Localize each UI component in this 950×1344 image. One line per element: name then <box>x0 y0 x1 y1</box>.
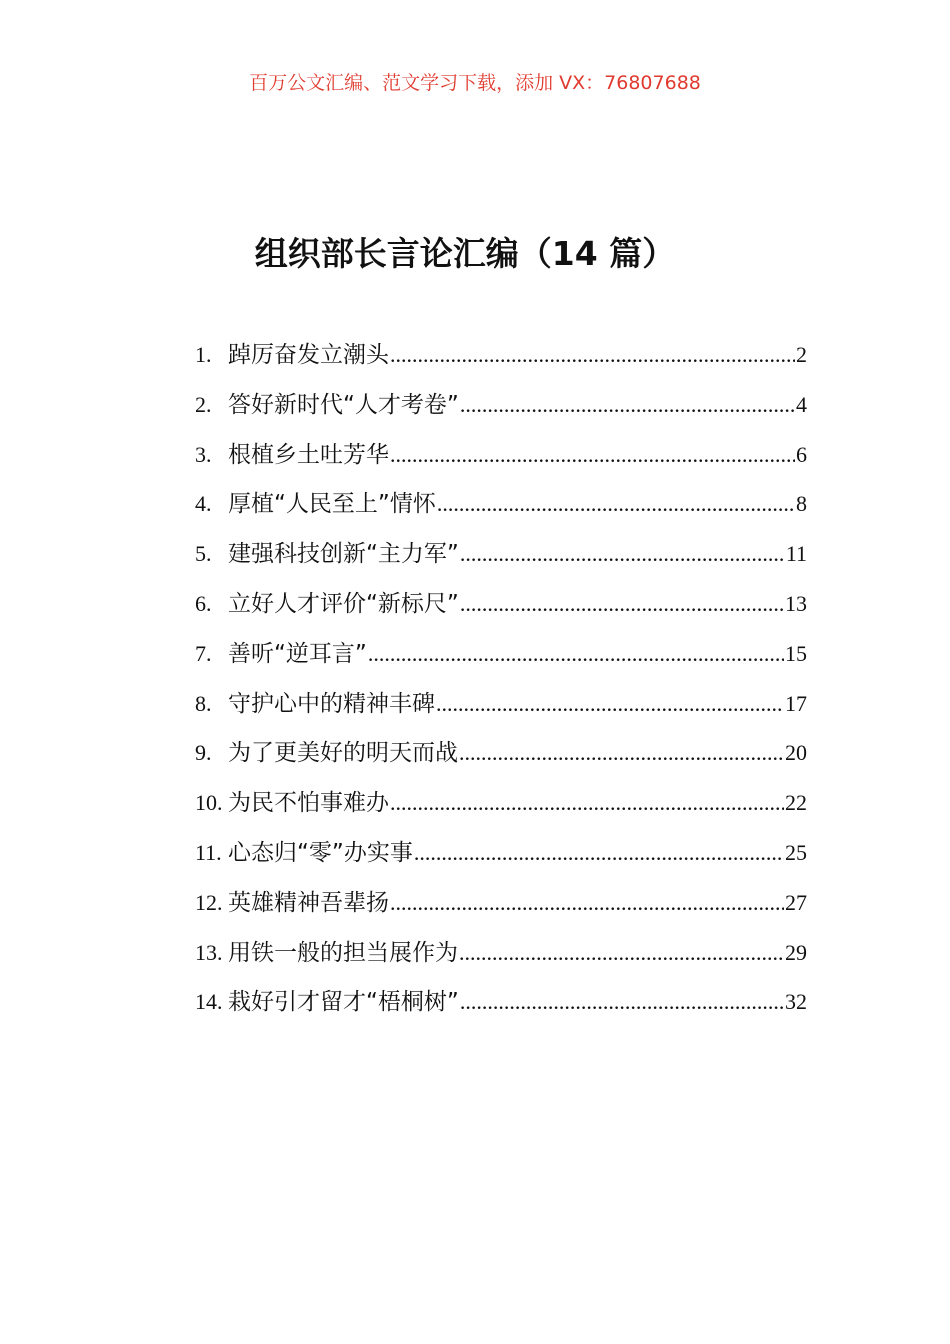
toc-entry-number: 2. <box>195 391 212 417</box>
toc-dot-leader <box>459 940 784 966</box>
toc-entry-title: 踔厉奋发立潮头 <box>228 342 389 368</box>
toc-entry-title: 心态归“零”办实事 <box>228 839 413 866</box>
toc-entry[interactable] <box>195 734 807 784</box>
toc-entry-number: 9. <box>195 740 212 766</box>
toc-entry[interactable] <box>195 834 807 884</box>
toc-dot-leader <box>437 491 795 517</box>
table-of-contents <box>195 336 807 1033</box>
toc-entry-title: 厚植“人民至上”情怀 <box>228 491 436 518</box>
toc-entry[interactable] <box>195 934 807 984</box>
toc-entry-page: 15 <box>785 640 807 666</box>
toc-entry-number: 14. <box>195 989 223 1015</box>
toc-entry-page: 4 <box>796 391 807 417</box>
toc-entry[interactable] <box>195 784 807 834</box>
toc-entry-title: 根植乡土吐芳华 <box>228 441 389 468</box>
toc-entry-title: 英雄精神吾辈扬 <box>228 889 389 916</box>
toc-entry[interactable] <box>195 685 807 735</box>
toc-entry-title: 答好新时代“人才考卷” <box>228 391 459 418</box>
toc-entry[interactable] <box>195 635 807 685</box>
toc-entry-title: 守护心中的精神丰碑 <box>228 690 435 717</box>
toc-entry-page: 13 <box>785 590 807 616</box>
toc-dot-leader <box>414 840 784 866</box>
toc-entry-title: 建强科技创新“主力军” <box>228 541 459 568</box>
toc-entry-title: 善听“逆耳言” <box>228 640 367 667</box>
toc-entry-number: 8. <box>195 690 212 716</box>
toc-entry-page: 29 <box>785 939 807 965</box>
toc-entry-number: 1. <box>195 342 212 367</box>
toc-entry-page: 22 <box>785 790 807 816</box>
toc-entry-page: 32 <box>785 989 807 1015</box>
toc-entry-page: 6 <box>796 441 807 467</box>
toc-entry[interactable] <box>195 535 807 585</box>
toc-dot-leader <box>460 392 795 418</box>
toc-dot-leader <box>436 691 784 717</box>
toc-entry-page: 20 <box>785 740 807 766</box>
toc-dot-leader <box>459 740 784 766</box>
toc-entry-number: 7. <box>195 640 212 666</box>
toc-entry-title: 栽好引才留才“梧桐树” <box>228 989 459 1016</box>
toc-dot-leader <box>390 442 795 468</box>
toc-entry-number: 4. <box>195 491 212 517</box>
toc-dot-leader <box>368 641 784 667</box>
toc-entry[interactable] <box>195 585 807 635</box>
toc-entry-number: 6. <box>195 590 212 616</box>
toc-entry[interactable] <box>195 485 807 535</box>
toc-entry-page: 8 <box>796 491 807 517</box>
toc-entry-number: 10. <box>195 790 223 816</box>
toc-entry-number: 12. <box>195 889 223 915</box>
toc-entry-number: 13. <box>195 939 223 965</box>
header-banner: 百万公文汇编、范文学习下载，添加 VX：76807688 <box>249 72 701 94</box>
toc-entry-page: 2 <box>796 342 807 367</box>
toc-entry-page: 17 <box>785 690 807 716</box>
toc-entry-title: 为民不怕事难办 <box>228 790 389 817</box>
document-title: 组织部长言论汇编（14 篇） <box>254 234 676 273</box>
toc-entry-number: 11. <box>195 839 222 865</box>
toc-entry-page: 27 <box>785 889 807 915</box>
toc-entry[interactable] <box>195 436 807 486</box>
toc-entry-title: 为了更美好的明天而战 <box>228 740 458 767</box>
toc-entry-page: 11 <box>785 541 807 567</box>
toc-entry-page: 25 <box>785 839 807 865</box>
toc-entry-title: 立好人才评价“新标尺” <box>228 590 459 617</box>
toc-entry[interactable] <box>195 386 807 436</box>
toc-dot-leader <box>460 541 785 567</box>
toc-dot-leader <box>390 890 784 916</box>
toc-entry-title: 用铁一般的担当展作为 <box>228 939 458 966</box>
toc-dot-leader <box>390 342 795 368</box>
toc-entry-number: 3. <box>195 441 212 467</box>
toc-entry-number: 5. <box>195 541 212 567</box>
toc-entry[interactable] <box>195 884 807 934</box>
toc-dot-leader <box>460 989 784 1015</box>
toc-entry[interactable] <box>195 983 807 1033</box>
toc-entry[interactable] <box>195 336 807 386</box>
toc-dot-leader <box>390 790 784 816</box>
toc-dot-leader <box>460 591 784 617</box>
